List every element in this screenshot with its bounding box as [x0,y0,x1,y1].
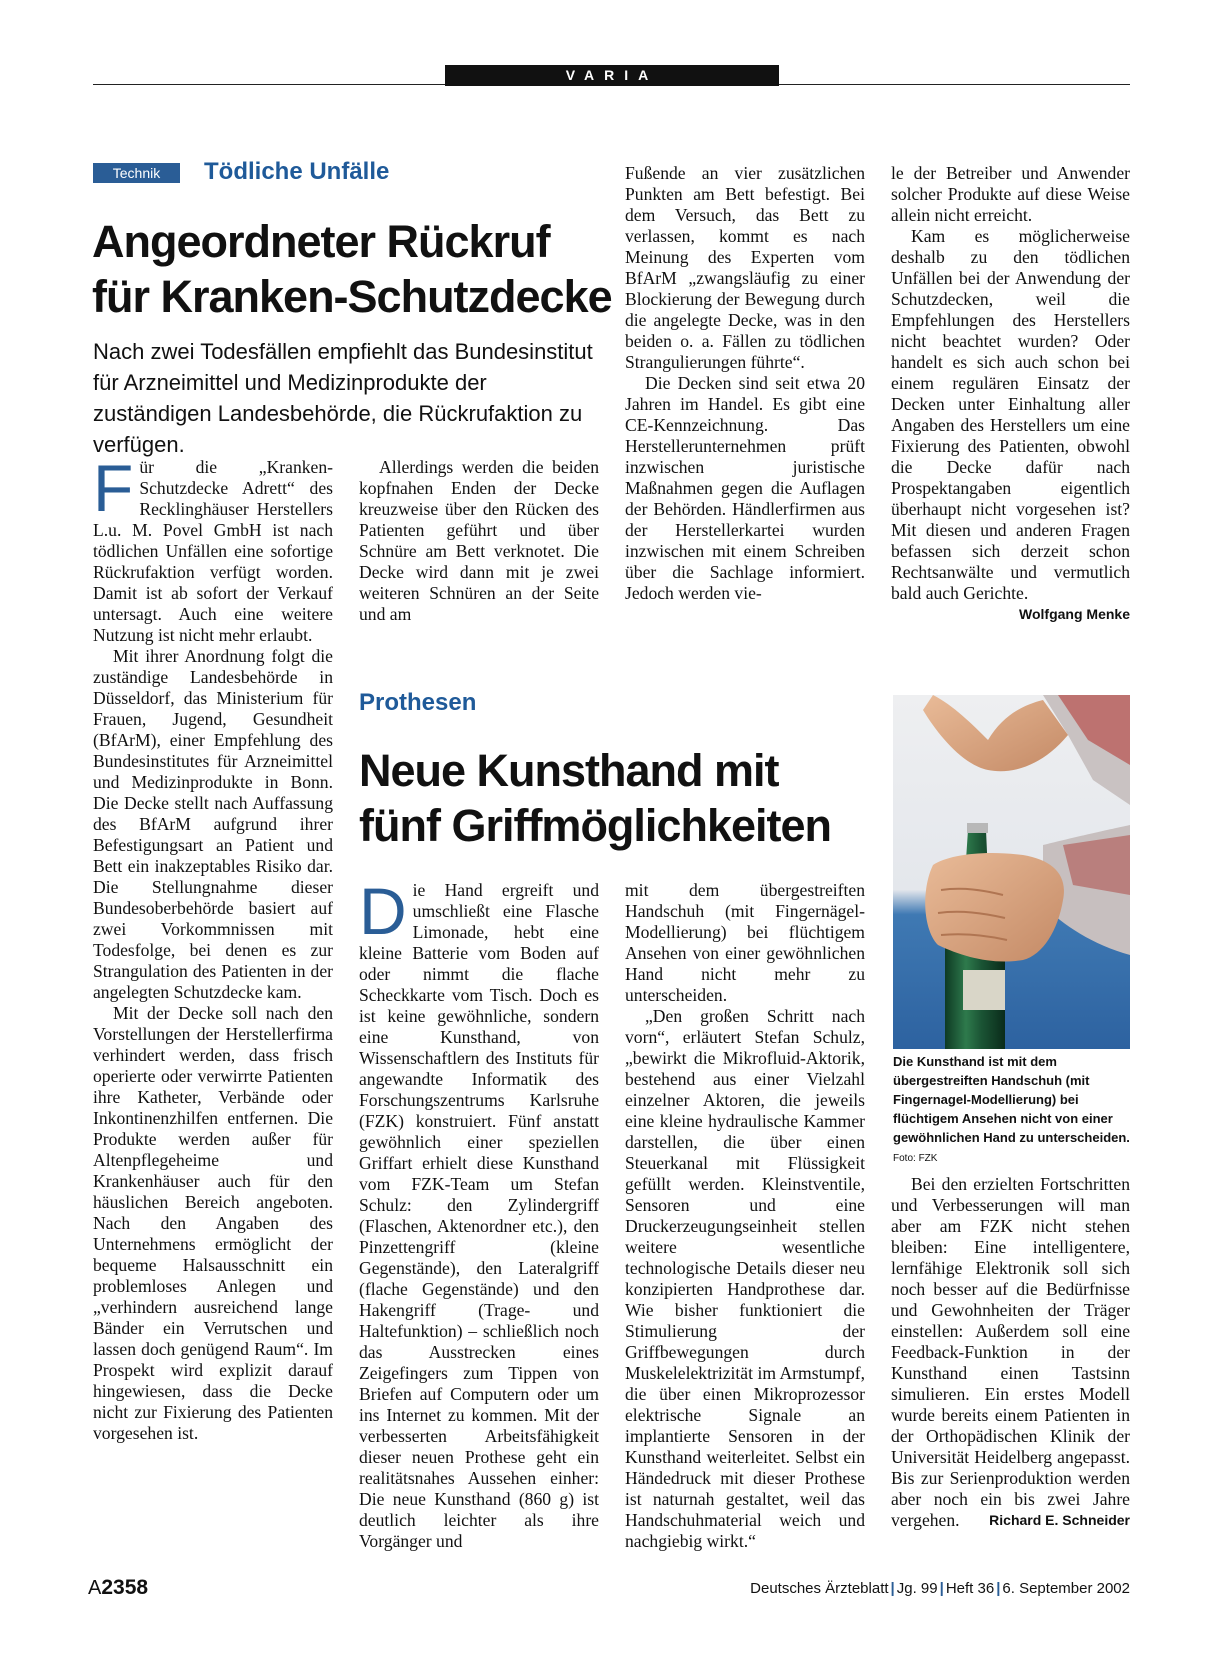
photo-illustration [893,695,1130,1049]
article1-column-1 [93,451,333,1444]
paragraph: mit dem übergestreiften Handschuh (mit Fingernägel-Modellierung) bei flüchtigem Ansehen von einer gewöhnlichen Hand nicht mehr zu unterscheiden. [625,880,865,1005]
caption-text: Die Kunsthand ist mit dem übergestreiften Handschuh (mit Fingernagel-Modellierung) bei flüchtigem Ansehen nicht von einer gewöhnlichen Hand zu unterscheiden. [893,1054,1130,1145]
article1-column-2 [359,457,599,625]
article1-headline [92,214,652,324]
paragraph [891,1174,1130,1531]
paragraph: Mit ihrer Anordnung folgt die zuständige Landesbehörde in Düsseldorf, das Ministerium für Frauen, Jugend, Gesundheit (BfArM), einer Empfehlung des Bundesinstitutes für Arzneimittel und Medizinprodukte in Bonn. Die Decke stellt nach Auffassung des BfArM aufgrund ihrer Befestigungsart an Patient und Bett ein inakzeptables Risiko dar. Die Stellungnahme dieser Bundesoberbehörde basiert auf zwei Vorkommnissen mit Todesfolge, bei denen es zur Strangulation des Patienten in der angelegten Schutzdecke kam. [93,646,333,1002]
article2-column-1 [359,874,599,1552]
article2-author: Richard E. Schneider [989,1512,1130,1528]
article2-column-3 [891,1174,1130,1531]
article2-dropcap: D [359,874,407,948]
journal-name: Deutsches Ärzteblatt [750,1580,889,1597]
photo-credit: Foto: FZK [893,1153,938,1164]
photo-caption [893,1052,1130,1168]
article1-column-3 [625,163,865,604]
page-number [88,1576,148,1600]
paragraph-text: Kam es möglicherweise deshalb zu den tödlichen Unfällen bei der Anwendung der Schutzdecken, weil die Empfehlungen des Herstellers nicht beachtet wurden? Oder handelt es sich auch schon bei einem regulären Einsatz der Decken unter Einhaltung aller Angaben des Herstellers um eine Fixierung des Patienten, obwohl die Decke dafür nach Prospektangaben eigentlich überhaupt nicht vorgesehen ist? Mit diesen und anderen Fragen befassen sich derzeit schon Rechtsanwälte und vermutlich bald auch Gerichte. [891,226,1130,603]
category-badge: Technik [93,163,180,183]
article2-column-2 [625,880,865,1552]
journal-volume: Jg. 99 [896,1580,938,1597]
paragraph: Mit der Decke soll nach den Vorstellungen der Herstellerfirma verhindert werden, dass frisch operierte oder verwirrte Patienten ihre Katheter, Verbände oder Inkontinenzhilfen entfernen. Die Produkte werden außer für Altenpflegeheime und Krankenhäuser auch für den häuslichen Bereich angeboten. Nach den Angaben des Unternehmens ermöglicht der bequeme Halsausschnitt ein problemloses Anlegen und „verhindern ausreichend lange Bänder ein Verrutschen und lassen doch genügend Raum“. Im Prospekt wird explizit darauf hingewiesen, dass die Decke nicht zur Fixierung des Patienten vorgesehen ist. [93,1003,333,1443]
article1-author: Wolfgang Menke [1019,606,1130,622]
journal-info [750,1580,1130,1597]
paragraph: „Den großen Schritt nach vorn“, erläutert Stefan Schulz, „bewirkt die Mikrofluid-Aktorik, bestehend aus einer Vielzahl einzelner Aktoren, die jeweils eine kleine hydraulische Kammer darstellen, die über einen Steuerkanal mit Flüssigkeit gefüllt werden. Kleinstventile, Sensoren und eine Druckerzeugungseinheit stellen weitere wesentliche technologische Details dieser neu konzipierten Handprothese dar. Wie bisher funktioniert die Stimulierung der Griffbewegungen durch Muskelelektrizität im Armstumpf, die über einen Mikroprozessor elektrische Signale an implantierte Sensoren in der Kunsthand weiterleitet. Selbst ein Händedruck mit dieser Prothese ist naturnah gestaltet, weil das Handschuhmaterial weich und nachgiebig wirkt.“ [625,1006,865,1551]
paragraph: ür die „Kranken-Schutzdecke Adrett“ des Recklinghäuser Herstellers L.u. M. Povel GmbH ist nach tödlichen Unfällen eine sofortige Rückrufaktion verfügt worden. Damit ist ab sofort der Verkauf untersagt. Auch eine weitere Nutzung ist nicht mehr erlaubt. [93,457,333,645]
article1-column-4 [891,163,1130,625]
article1-headline-line1: Angeordneter Rückruf [92,216,550,267]
separator: | [996,1580,1001,1597]
section-label: VARIA [445,65,779,86]
article2-headline-line1: Neue Kunsthand mit [359,745,779,796]
paragraph: Die Decken sind seit etwa 20 Jahren im Handel. Es gibt eine CE-Kennzeichnung. Das Herstellerunternehmen prüft inzwischen juristische Maßnahmen gegen die Auflagen der Behörden. Händlerfirmen aus der Herstellerkartei wurden inzwischen mit einem Schreiben über die Sachlage informiert. Jedoch werden vie- [625,373,865,603]
paragraph: le der Betreiber und Anwender solcher Produkte auf diese Weise allein nicht erreicht. [891,163,1130,225]
article2-kicker: Prothesen [359,689,477,716]
paragraph: ie Hand ergreift und umschließt eine Flasche Limonade, hebt eine kleine Batterie vom Boden auf oder nimmt die flache Scheckkarte vom Tisch. Doch es ist keine gewöhnliche, sondern eine Kunsthand, von Wissenschaftlern des Instituts für angewandte Informatik des Forschungszentrums Karlsruhe (FZK) konstruiert. Fünf anstatt gewöhnlich einer speziellen Griffart erhielt diese Kunsthand vom FZK-Team um Stefan Schulz: den Zylindergriff (Flaschen, Aktenordner etc.), den Pinzettengriff (kleine Gegenstände), den Lateralgriff (flache Gegenstände) und den Hakengriff (Trage- und Haltefunktion) – schließlich noch das Ausstrecken eines Zeigefingers zum Tippen von Briefen auf Computern oder um ins Internet zu kommen. Mit der verbesserten Arbeitsfähigkeit dieser neuen Prothese geht ein realitätsnahes Aussehen einher: Die neue Kunsthand (860 g) ist deutlich leichter als ihre Vorgänger und [359,880,599,1551]
separator: | [890,1580,895,1597]
prosthetic-hand-photo [893,695,1130,1049]
page-prefix: A [88,1577,102,1599]
article1-dropcap: F [93,451,134,525]
article1-headline-line2: für Kranken-Schutzdecke [92,271,612,322]
journal-issue: Heft 36 [945,1580,995,1597]
separator: | [939,1580,944,1597]
paragraph: Fußende an vier zusätzlichen Punkten am Bett befestigt. Bei dem Versuch, das Bett zu verlassen, kommt es nach Meinung des Experten vom BfArM „zwangsläufig zu einer Blockierung der Bewegung durch die angelegte Decke, was in den beiden o. a. Fällen zu tödlichen Strangulierungen führte“. [625,163,865,372]
article2-headline [359,743,879,853]
paragraph: Allerdings werden die beiden kopfnahen Enden der Decke kreuzweise über den Rücken des Patienten geführt und über Schnüre am Bett verknotet. Die Decke wird dann mit je zwei weiteren Schnüren an der Seite und am [359,457,599,624]
article1-lead: Nach zwei Todesfällen empfiehlt das Bundesinstitut für Arzneimittel und Medizinprodukte der zuständigen Landesbehörde, die Rückrufaktion zu verfügen. [93,339,593,457]
article1-kicker: Tödliche Unfälle [204,158,390,185]
article2-headline-line2: fünf Griffmöglichkeiten [359,800,831,851]
paragraph-text: Bei den erzielten Fortschritten und Verbesserungen will man aber am FZK nicht stehen bleiben: Eine intelligentere, lernfähige Elektronik soll sich noch besser auf die Bedürfnisse und Gewohnheiten der Träger einstellen: Außerdem soll eine Feedback-Funktion in der Kunsthand einen Tastsinn simulieren. Ein erstes Modell wurde bereits einem Patienten in der Orthopädischen Klinik der Universität Heidelberg angepasst. Bis zur Serienproduktion werden aber noch ein bis zwei Jahre vergehen. [891,1174,1130,1530]
journal-date: 6. September 2002 [1002,1580,1130,1597]
page-number-value: 2358 [101,1576,149,1599]
paragraph [891,226,1130,622]
